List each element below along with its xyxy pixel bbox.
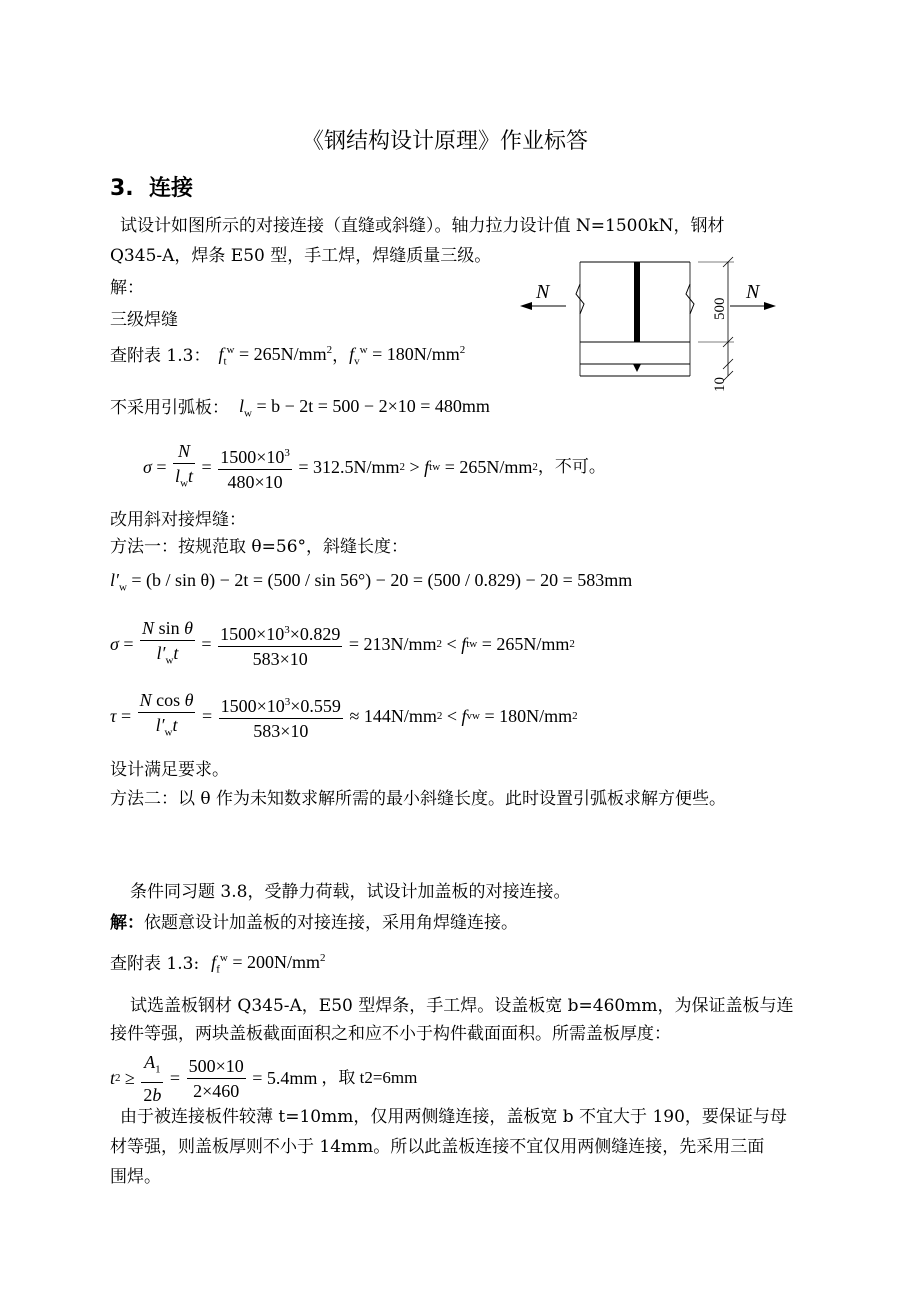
section-number: 3.	[110, 176, 134, 201]
sigma2-numerator-base: 1500×10	[220, 623, 285, 644]
problem2-condition: 条件同习题 3.8，受静力荷载，试设计加盖板的对接连接。	[130, 882, 571, 902]
method-2-text: 方法二：以 θ 作为未知数求解所需的最小斜缝长度。此时设置引弧板求解方便些。	[110, 789, 727, 809]
problem2-solution-label: 解：	[110, 913, 144, 933]
section-heading	[110, 171, 193, 202]
sigma2-denominator: 583×10	[252, 648, 308, 669]
t2-take: ，取 t2=6mm	[321, 1068, 418, 1088]
ffw-value: = 200N/mm	[232, 952, 320, 972]
force-label-right: N	[746, 281, 760, 303]
t2-numerator: 500×10	[187, 1055, 246, 1079]
final-line-1: 由于被连接板件较薄 t=10mm，仅用两侧缝连接，盖板宽 b 不宜大于 190，要保证与母	[120, 1107, 787, 1127]
t2-equation: t 2 ≥ $\frac{A_1}{2b}$ = $\frac{500\times 10}{2\times 460}$ = 5.4mm ，取 t2=6mm	[110, 1052, 418, 1105]
section-name: 连接	[149, 176, 194, 201]
noarc-line: 不采用引弧板： $l_w = b - 2t = 500 - 2\times 10 = 480mm$	[110, 396, 490, 420]
sigma2-compare: 265N/mm	[496, 633, 570, 654]
lookup-line-2: 查附表 1.3: $f_f^w = 200N/mm^2$	[110, 952, 326, 976]
sigma2-numerator-coef: ×0.829	[289, 623, 341, 644]
t2-result: = 5.4mm	[252, 1067, 318, 1088]
final-line-2: 材等强，则盖板厚则不小于 14mm。所以此盖板连接不宜仅用两侧缝连接，先采用三面	[110, 1137, 765, 1157]
noarc-label: 不采用引弧板：	[110, 397, 229, 418]
problem-line-1: 试设计如图所示的对接连接（直缝或斜缝）。轴力拉力设计值 N=1500kN，钢材	[120, 216, 725, 236]
solution-label: 解：	[110, 278, 144, 298]
sigma2-result: = 213N/mm	[348, 633, 437, 654]
tau-denominator: 583×10	[253, 720, 309, 741]
lookup-line-1: 查附表 1.3： $f_t^w = 265N/mm^2$ ， $f_v^w = 180N/mm^2$	[110, 344, 466, 368]
sigma1-result: = 312.5N/mm	[298, 456, 400, 477]
width-dimension: 500	[712, 297, 728, 320]
sigma1-compare: 265N/mm	[459, 456, 533, 477]
left-arrow-icon	[520, 302, 532, 310]
lw2-expression: = (b / sin θ) − 2t = (500 / sin 56°) − 20 = (500 / 0.829) − 20 = 583mm	[131, 570, 633, 590]
problem2-solution	[110, 913, 518, 933]
problem2-solution-text: 依题意设计加盖板的对接连接，采用角焊缝连接。	[144, 913, 518, 933]
design-ok-text: 设计满足要求。	[110, 760, 229, 780]
lw-expression: = b − 2t = 500 − 2×10 = 480mm	[256, 396, 490, 416]
sigma-equation-2: σ = $\frac{\text{N sin θ}}{l'_wt}$ = $\frac{1500\times 10^3\times 0.829}{583\times 10}$ = 213N/mm 2 < f t w = 265N/mm 2	[110, 618, 575, 669]
tau-equation: τ = $\frac{\text{N cos θ}}{l'_wt}$ = $\frac{1500\times 10^3\times 0.559}{583\times 10}$ ≈ 144N/mm 2 < f v w = 180N/mm 2	[110, 690, 578, 741]
tau-numerator-base: 1500×10	[220, 695, 285, 716]
trial-line-1: 试选盖板钢材 Q345-A，E50 型焊条，手工焊。设盖板宽 b=460mm，为保证盖板与连	[130, 996, 794, 1016]
final-line-3: 围焊。	[110, 1167, 161, 1187]
method-1-text: 方法一：按规范取 θ=56°，斜缝长度：	[110, 537, 409, 557]
switch-text: 改用斜对接焊缝：	[110, 510, 246, 530]
butt-joint-figure	[518, 254, 793, 394]
sigma1-numerator: 1500×10	[220, 446, 285, 467]
tau-result: ≈ 144N/mm	[349, 705, 437, 726]
tau-numerator-coef: ×0.559	[290, 695, 341, 716]
thickness-dimension: 10	[712, 377, 728, 392]
lookup-label-2: 查附表 1.3:	[110, 953, 200, 974]
fvw-value: 180N/mm	[386, 344, 460, 364]
right-arrow-icon	[764, 302, 776, 310]
lw-inclined-equation: $l'_w = (b / \sin \theta) - 2t = (500 / \sin 56^\circ) - 20 = (500 / 0.829) - 20 = 583mm$	[110, 570, 633, 594]
sigma1-denominator: 480×10	[227, 471, 283, 492]
problem-line-2: Q345-A，焊条 E50 型，手工焊，焊缝质量三级。	[110, 246, 492, 266]
t2-denominator: 2×460	[193, 1080, 240, 1101]
lookup-label: 查附表 1.3：	[110, 345, 211, 366]
sigma-equation-1: σ = $\frac{N}{l_wt}$ = $\frac{1500\times 10^3}{480\times 10}$ = 312.5N/mm 2 > f t w = 265N/mm 2 ，不可。	[143, 441, 606, 492]
tau-compare: 180N/mm	[499, 705, 573, 726]
trial-line-2: 接件等强，两块盖板截面面积之和应不小于构件截面面积。所需盖板厚度：	[110, 1024, 671, 1044]
page-title: 《钢结构设计原理》作业标答	[302, 129, 589, 154]
ftw-value: 265N/mm	[253, 344, 327, 364]
weld-grade: 三级焊缝	[110, 310, 178, 330]
force-label-left: N	[536, 281, 550, 303]
not-ok-text: ，不可。	[537, 457, 606, 477]
